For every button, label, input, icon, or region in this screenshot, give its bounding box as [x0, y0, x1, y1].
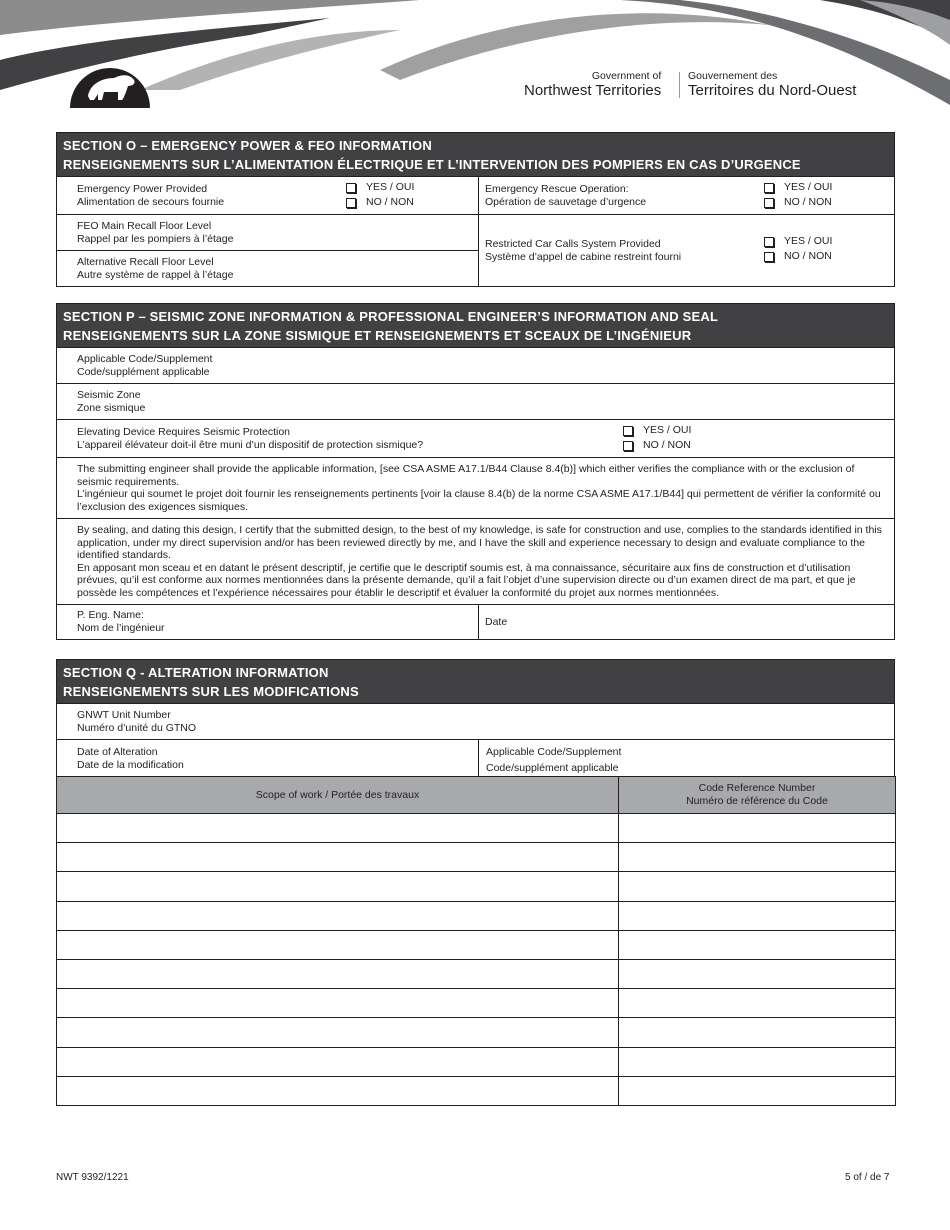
emergency-power-row: [57, 176, 894, 214]
elevating-no[interactable]: NO / NON: [623, 438, 691, 453]
table-row: [57, 1018, 896, 1047]
gov-name-fr: [688, 70, 856, 99]
table-row: [57, 989, 896, 1018]
engineer-name-label[interactable]: P. Eng. Name: Nom de l’ingénieur: [77, 609, 165, 634]
unit-row[interactable]: [57, 703, 894, 739]
scope-table: [56, 776, 896, 1106]
submit-note-en: The submitting engineer shall provide the applicable information, [see CSA ASME A17.1/B44 Clause 8.4(b)] which either verifies the compliance with or the exclusion of seismic requirements.: [77, 463, 855, 488]
elevating-label: Elevating Device Requires Seismic Protection L’appareil élévateur doit-il être muni d’un dispositif de protection sismique?: [77, 426, 424, 451]
restricted-car-label: Restricted Car Calls System Provided Système d’appel de cabine restreint fourni: [485, 238, 682, 263]
submit-note: [57, 457, 894, 518]
code-ref-cell[interactable]: [619, 872, 896, 901]
gov-en-big: Northwest Territories: [524, 82, 662, 99]
code-ref-cell[interactable]: [619, 1018, 896, 1047]
alteration-row: [57, 739, 894, 777]
gov-fr-big: Territoires du Nord-Ouest: [688, 82, 857, 99]
gov-en-small: Government of: [591, 70, 662, 82]
code-ref-cell[interactable]: [619, 814, 896, 843]
engineer-date-label[interactable]: Date: [485, 616, 508, 628]
scope-cell[interactable]: [57, 1018, 619, 1047]
table-row: [57, 1047, 896, 1076]
emergency-power-yes[interactable]: YES / OUI: [346, 180, 414, 195]
scope-cell[interactable]: [57, 959, 619, 988]
scope-cell[interactable]: [57, 989, 619, 1018]
section-p-title-fr: RENSEIGNEMENTS SUR LA ZONE SISMIQUE ET RENSEIGNEMENTS ET SCEAUX DE L’INGÉNIEUR: [63, 328, 692, 343]
checkbox[interactable]: [764, 198, 774, 208]
code-ref-cell[interactable]: [619, 930, 896, 959]
restricted-car-yes[interactable]: YES / OUI: [764, 234, 832, 249]
elevating-yes[interactable]: YES / OUI: [623, 423, 691, 438]
date-alteration-label[interactable]: Date of Alteration Date de la modification: [77, 746, 184, 771]
scope-column-header: Scope of work / Portée des travaux: [57, 777, 619, 814]
table-row: [57, 1076, 896, 1105]
table-row: [57, 814, 896, 843]
scope-cell[interactable]: [57, 843, 619, 872]
submit-note-fr: L’ingénieur qui soumet le projet doit fournir les renseignements pertinents [voir la clause 8.4(b) de la norme CSA ASME A17.1/B44] qui permettent de vérifier la conformité ou l’exclusion des exigences sismiques.: [77, 488, 881, 513]
emergency-rescue-label: Emergency Rescue Operation: Opération de sauvetage d’urgence: [485, 183, 647, 208]
restricted-car-no[interactable]: NO / NON: [764, 249, 832, 264]
seal-statement-en: By sealing, and dating this design, I certify that the submitted design, to the best of my knowledge, is safe for construction and use, complies to the standards identified in this application, under my direct supervision and/or has been reviewed directly by me, and I have the skill and experience necessary to design and evaluate compliance to the identified standards.: [77, 524, 882, 561]
checkbox[interactable]: [764, 183, 774, 193]
form-number: NWT 9392/1221: [56, 1172, 129, 1183]
code-ref-column-header: Code Reference Number Numéro de référence du Code: [619, 777, 896, 814]
emergency-power-no[interactable]: NO / NON: [346, 195, 414, 210]
scope-cell[interactable]: [57, 814, 619, 843]
elevating-row: [57, 419, 894, 457]
section-p-title-en: SECTION P – SEISMIC ZONE INFORMATION & PROFESSIONAL ENGINEER’S INFORMATION AND SEAL: [63, 309, 719, 324]
table-row: [57, 901, 896, 930]
alt-recall-label: Alternative Recall Floor Level Autre système de rappel à l’étage: [77, 256, 234, 281]
section-p: [56, 303, 895, 640]
table-row: [57, 930, 896, 959]
emergency-power-options: [346, 180, 414, 210]
section-q-title-en: SECTION Q - ALTERATION INFORMATION: [63, 665, 329, 680]
code-ref-cell[interactable]: [619, 959, 896, 988]
scope-cell[interactable]: [57, 1076, 619, 1105]
section-o: [56, 132, 895, 287]
section-q-header: [57, 660, 894, 703]
section-p-header: [57, 304, 894, 347]
header-divider: [679, 72, 680, 98]
feo-main-label: FEO Main Recall Floor Level Rappel par les pompiers à l’étage: [77, 220, 234, 245]
elevating-options: [623, 423, 691, 453]
checkbox[interactable]: [764, 252, 774, 262]
checkbox[interactable]: [623, 441, 633, 451]
restricted-car-options: [764, 234, 832, 264]
scope-cell[interactable]: [57, 930, 619, 959]
emergency-rescue-yes[interactable]: YES / OUI: [764, 180, 832, 195]
checkbox[interactable]: [346, 183, 356, 193]
unit-label: GNWT Unit Number Numéro d’unité du GTNO: [77, 709, 197, 734]
seal-statement-fr: En apposant mon sceau et en datant le présent descriptif, je certifie que le descriptif soumis est, à ma connaissance, sécuritaire aux fins de construction et d’utilisation prévues, qu’il est conforme aux normes mentionnées dans la présente demande, qu’il a fait l’objet d’une supervision directe ou d’un examen direct de ma part, et que je possède les compétences et l’expérience nécessaires pour établir le descriptif et évaluer la conformité du projet aux normes mentionnées.: [77, 561, 856, 599]
code-label: Applicable Code/Supplement Code/supplément applicable: [77, 353, 213, 378]
gov-name-en: [524, 70, 661, 99]
table-row: [57, 843, 896, 872]
code-ref-cell[interactable]: [619, 1076, 896, 1105]
feo-row: [57, 214, 894, 286]
code-ref-cell[interactable]: [619, 989, 896, 1018]
seal-statement: [57, 518, 894, 604]
emergency-rescue-no[interactable]: NO / NON: [764, 195, 832, 210]
page-number: 5 of / de 7: [845, 1172, 890, 1183]
section-o-title-en: SECTION O – EMERGENCY POWER & FEO INFORMATION: [63, 138, 432, 153]
gnwt-logo: [68, 44, 152, 108]
code-row[interactable]: [57, 347, 894, 383]
gov-fr-small: Gouvernement des: [688, 70, 778, 82]
emergency-power-label: Emergency Power Provided Alimentation de secours fournie: [77, 183, 225, 208]
section-q: [56, 659, 895, 778]
code-ref-cell[interactable]: [619, 1047, 896, 1076]
alteration-code-label[interactable]: Applicable Code/Supplement Code/supplément applicable: [486, 746, 622, 774]
table-row: [57, 959, 896, 988]
section-o-title-fr: RENSEIGNEMENTS SUR L’ALIMENTATION ÉLECTRIQUE ET L’INTERVENTION DES POMPIERS EN CAS D’URGENCE: [63, 157, 801, 172]
scope-cell[interactable]: [57, 872, 619, 901]
table-row: [57, 872, 896, 901]
checkbox[interactable]: [623, 426, 633, 436]
code-ref-cell[interactable]: [619, 843, 896, 872]
scope-cell[interactable]: [57, 901, 619, 930]
scope-cell[interactable]: [57, 1047, 619, 1076]
seismic-zone-label: Seismic Zone Zone sismique: [77, 389, 146, 414]
section-q-title-fr: RENSEIGNEMENTS SUR LES MODIFICATIONS: [63, 684, 359, 699]
section-o-header: [57, 133, 894, 176]
engineer-row: [57, 604, 894, 639]
seismic-zone-row[interactable]: [57, 383, 894, 419]
code-ref-cell[interactable]: [619, 901, 896, 930]
checkbox[interactable]: [764, 237, 774, 247]
emergency-rescue-options: [764, 180, 832, 210]
checkbox[interactable]: [346, 198, 356, 208]
